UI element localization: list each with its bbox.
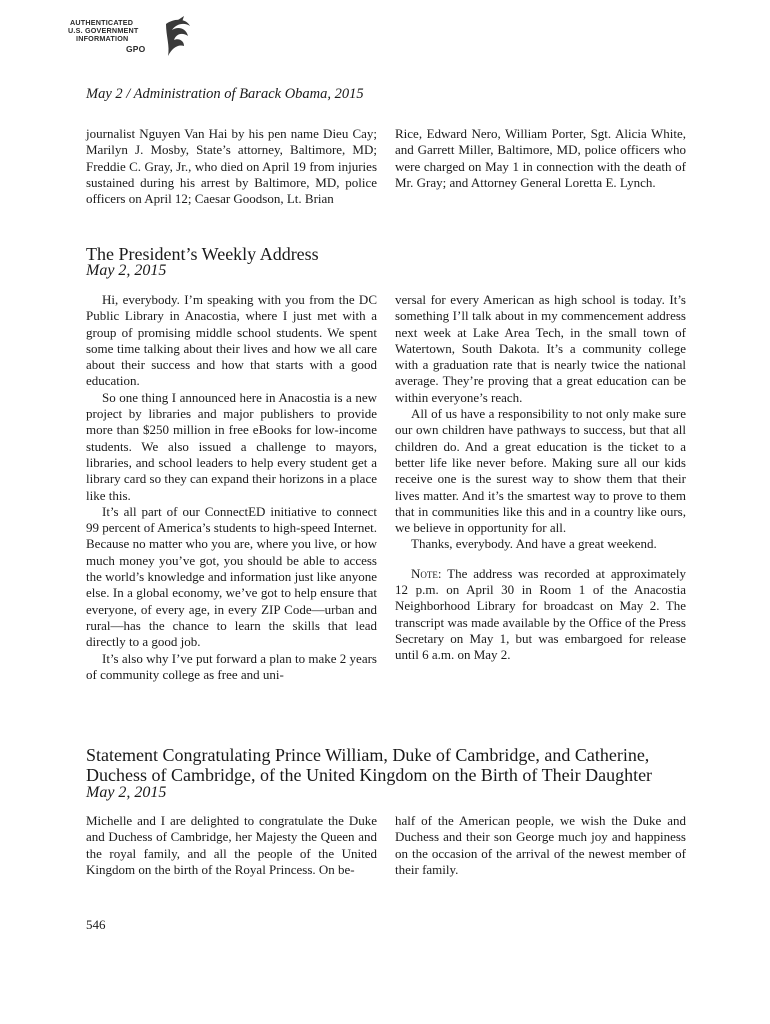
address-paragraph: It’s all part of our ConnectED initiative to connect 99 percent of America’s students to high-speed Internet. Because no matter who you are, where you live, or how much money you’ve got, you should be able to access the world’s knowledge and information just like anyone else. In a global economy, we’ve got to help ensure that everyone, of every age, in every ZIP Code—urban and rural—has the chance to learn the skills that lead directly to a good job. xyxy=(86,503,377,650)
eagle-icon xyxy=(160,16,194,62)
statement-left-text: Michelle and I are delighted to congratulate the Duke and Duchess of Cambridge, her Majesty the Queen and the royal family, and all the people of the United Kingdom on the birth of the Royal Princess. On be- xyxy=(86,813,377,877)
address-paragraph: It’s also why I’ve put forward a plan to make 2 years of community college as free and uni- xyxy=(86,650,377,682)
seal-line-gpo: GPO xyxy=(126,44,146,54)
statement-date: May 2, 2015 xyxy=(86,784,167,801)
statement-right-text: half of the American people, we wish the Duke and Duchess and their son George much joy and happiness on the occasion of the arrival of the newest member of their family. xyxy=(395,813,686,877)
note-label: Note: xyxy=(411,565,442,581)
statement-right-column xyxy=(395,813,686,878)
statement-title-line1: Statement Congratulating Prince William, Duke of Cambridge, and Catherine, xyxy=(86,745,650,765)
intro-left-column xyxy=(86,126,377,207)
note-text: The address was recorded at approximately 12 p.m. on April 30 in Room 1 of the Anacostia Neighborhood Library for broadcast on May 2. The transcript was made available by the Office of the Press Secretary on May 1, but was embargoed for release until 6 a.m. on May 2. xyxy=(395,565,687,663)
address-paragraph: All of us have a responsibility to not only make sure our own children have pathways to success, but that all children do. And a great education is the ticket to a better life like never before. Making sure all our kids receive one is the surest way to show them that their lives matter. And it’s the smartest way to prove to them that in communities like this and in a country like ours, we believe in opportunity for all. xyxy=(395,406,686,536)
seal-line-us-government: U.S. GOVERNMENT xyxy=(68,26,139,35)
seal-line-authenticated: AUTHENTICATED xyxy=(70,18,134,27)
statement-title-line2: Duchess of Cambridge, of the United Kingdom on the Birth of Their Daughter xyxy=(86,765,653,785)
page-number: 546 xyxy=(86,917,106,932)
weekly-address-date: May 2, 2015 xyxy=(86,262,167,279)
weekly-address-title: The President’s Weekly Address xyxy=(86,244,319,264)
weekly-address-right-column xyxy=(395,292,686,664)
intro-right-text: Rice, Edward Nero, William Porter, Sgt. Alicia White, and Garrett Miller, Baltimore, MD, police officers who were charged on May 1 in connection with the death of Mr. Gray; and Attorney General Loretta E. Lynch. xyxy=(395,126,686,190)
editorial-note xyxy=(395,566,686,664)
intro-left-text: journalist Nguyen Van Hai by his pen name Dieu Cay; Marilyn J. Mosby, State’s attorney, Baltimore, MD; Freddie C. Gray, Jr., who died on April 19 from injuries sustained during his arrest by Baltimore, MD, police officers on April 12; Caesar Goodson, Lt. Brian xyxy=(86,126,377,207)
seal-line-information: INFORMATION xyxy=(76,34,129,43)
intro-right-column xyxy=(395,126,686,191)
address-paragraph: Thanks, everybody. And have a great weekend. xyxy=(411,536,657,552)
weekly-address-left-column xyxy=(86,292,377,683)
running-head: May 2 / Administration of Barack Obama, 2015 xyxy=(86,86,364,102)
address-paragraph: Hi, everybody. I’m speaking with you from the DC Public Library in Anacostia, where I just met with a group of promising middle school students. We spent some time talking about their lives and how we all care about their success and how that starts with a good education. xyxy=(86,292,377,389)
address-paragraph: versal for every American as high school is today. It’s something I’ll talk about in my commencement address next week at Lake Area Tech, in the small town of Watertown, South Dakota. It’s a community college with a graduation rate that is nearly twice the national average. They’re proving that a great education can be within everyone’s reach. xyxy=(395,292,686,405)
statement-left-column xyxy=(86,813,377,878)
gpo-authentication-seal xyxy=(68,14,186,62)
address-paragraph: So one thing I announced here in Anacostia is a new project by libraries and major publishers to provide more than $250 million in free eBooks for low-income students. We also issued a challenge to mayors, libraries, and school leaders to help every student get a library card so they can expand their horizons in a place like this. xyxy=(86,389,377,503)
